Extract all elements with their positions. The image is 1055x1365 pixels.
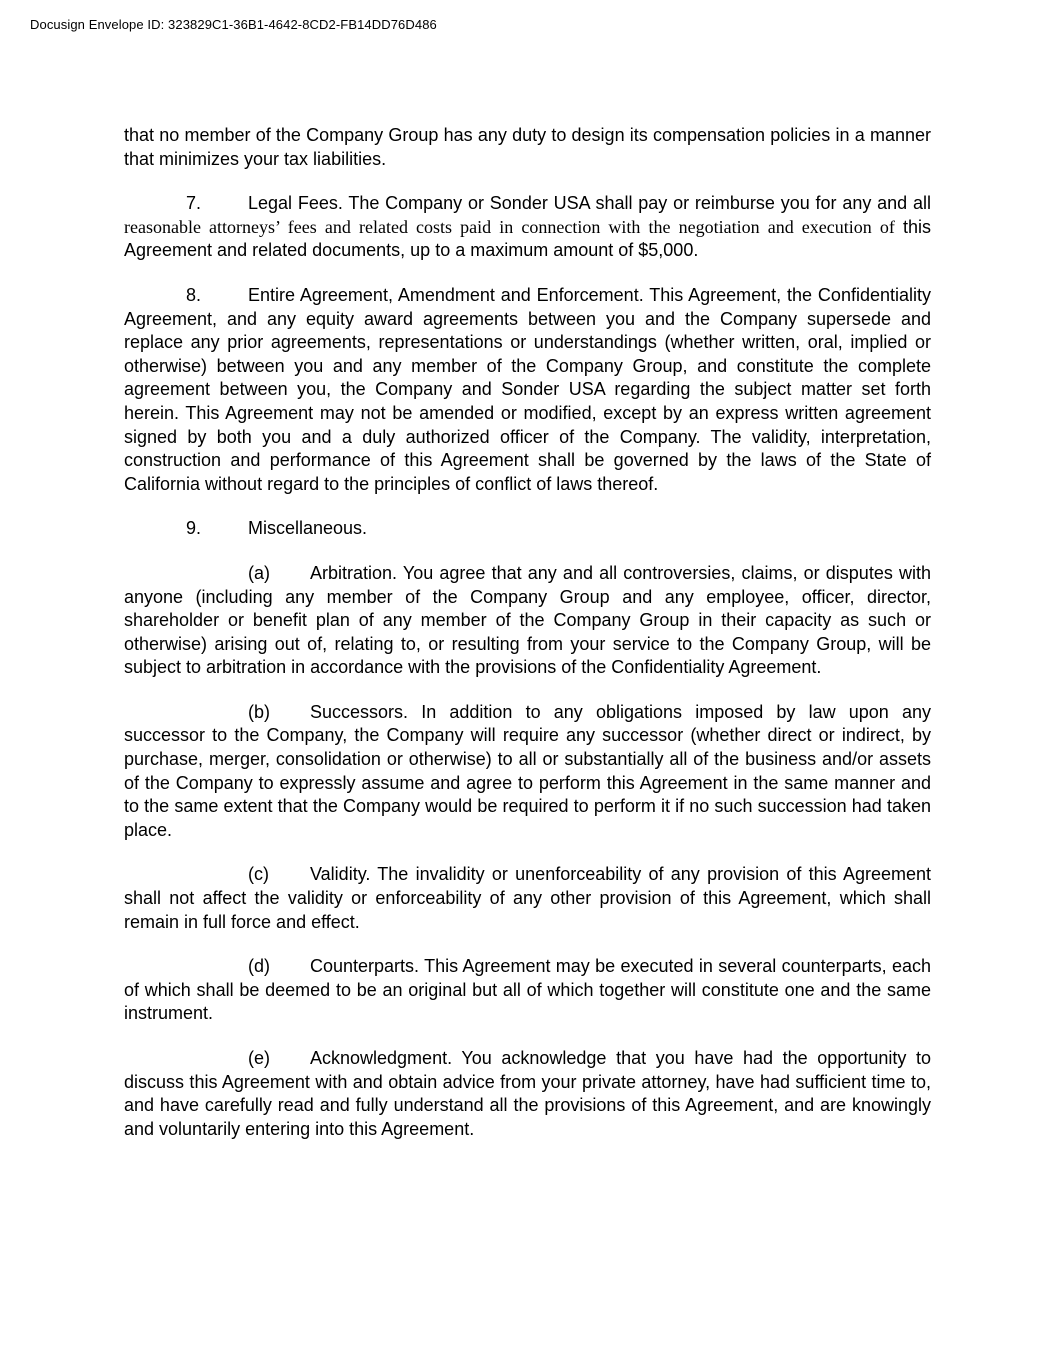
section-8-entire-agreement [124, 284, 931, 496]
subsection-text: You acknowledge that you have had the opportunity to discuss this Agreement with and obtain advice from your private attorney, have had sufficient time to, and have carefully read and fully understand all the provisions of this Agreement, and are knowingly and voluntarily entering into this Agreement. [124, 1048, 931, 1139]
section-heading: Miscellaneous. [248, 518, 368, 539]
subsection-heading: Acknowledgment. [310, 1048, 453, 1068]
section-text-line3: this Agreement and related documents, up to a maximum amount of $5,000. [124, 216, 931, 261]
subsection-text: This Agreement may be executed in several counterparts, each of which shall be deemed to be an original but all of which together will constitute one and the same instrument. [124, 956, 931, 1024]
section-text-line1: The Company or Sonder USA shall pay or reimburse you for any and all [342, 193, 931, 214]
subsection-heading: Arbitration. [310, 562, 398, 583]
subsection-label: (b) [248, 701, 270, 722]
subsection-label: (a) [248, 562, 270, 583]
subsection-d-counterparts [124, 955, 931, 1026]
envelope-id: Docusign Envelope ID: 323829C1-36B1-4642-8CD2-FB14DD76D486 [30, 17, 437, 32]
section-number: 8. [186, 284, 202, 305]
paragraph-continuation [124, 124, 931, 171]
section-7-legal-fees [124, 192, 931, 263]
subsection-c-validity [124, 863, 931, 934]
subsection-label: (c) [248, 864, 269, 885]
subsection-text: The invalidity or unenforceability of any provision of this Agreement shall not affect the validity or enforceability of any other provision of this Agreement, which shall remain in full force and effect. [124, 864, 931, 932]
paragraph-text: that no member of the Company Group has any duty to design its compensation policies in a manner that minimizes your tax liabilities. [124, 125, 931, 169]
section-number: 7. [186, 193, 202, 214]
subsection-b-successors [124, 701, 931, 843]
subsection-label: (e) [248, 1048, 270, 1068]
subsection-heading: Successors. [310, 701, 409, 722]
section-text-line2: reasonable attorneys’ fees and related costs paid in connection with the negotiation and execution of [124, 216, 903, 237]
section-text: This Agreement, the Confidentiality Agreement, and any equity award agreements between you and the Company supersede and replace any prior agreements, representations or understandings (whether written, oral, implied or otherwise) between you and any member of the Company Group, and constitute the complete agreement between you, the Company and Sonder USA regarding the subject matter set forth herein. This Agreement may not be amended or modified, except by an express written agreement signed by both you and a duly authorized officer of the Company. The validity, interpretation, construction and performance of this Agreement shall be governed by the laws of the State of California without regard to the principles of conflict of laws thereof. [124, 284, 931, 494]
section-9-miscellaneous [124, 517, 931, 541]
document-body [124, 124, 931, 1162]
section-heading: Entire Agreement, Amendment and Enforcement. [248, 284, 644, 305]
subsection-a-arbitration [124, 562, 931, 680]
subsection-label: (d) [248, 956, 270, 977]
subsection-heading: Validity. [310, 864, 371, 885]
subsection-text: In addition to any obligations imposed by law upon any successor to the Company, the Company will require any successor (whether direct or indirect, by purchase, merger, consolidation or otherwise) to all or substantially all of the business and/or assets of the Company to expressly assume and agree to perform this Agreement in the same manner and to the same extent that the Company would be required to perform it if no such succession had taken place. [124, 701, 931, 840]
section-heading: Legal Fees. [248, 193, 343, 214]
section-number: 9. [186, 518, 202, 539]
subsection-e-acknowledgment [124, 1047, 931, 1141]
subsection-heading: Counterparts. [310, 956, 420, 977]
subsection-text: You agree that any and all controversies, claims, or disputes with anyone (including any member of the Company Group and any employee, officer, director, shareholder or benefit plan of any member of the Company Group in their capacity as such or otherwise) arising out of, relating to, or resulting from your service to the Company Group, will be subject to arbitration in accordance with the provisions of the Confidentiality Agreement. [124, 562, 931, 678]
